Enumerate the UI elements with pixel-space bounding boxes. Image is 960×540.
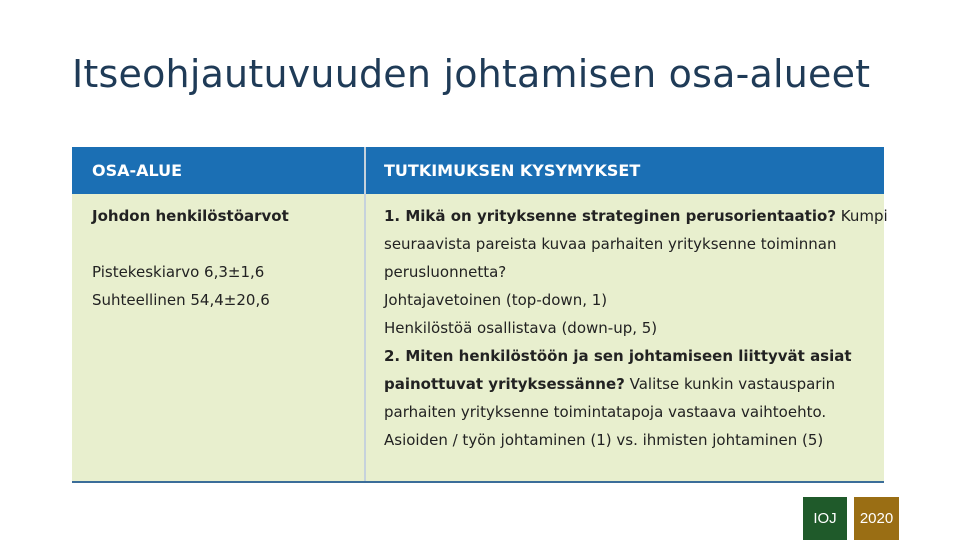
question-2-line-1: 2. Miten henkilöstöön ja sen johtamiseen liittyvät asiat [384,347,852,365]
question-1-tail: Kumpi [836,207,888,225]
question-1-option-1: Johtajavetoinen (top-down, 1) [384,291,608,309]
research-table [72,147,888,483]
question-1-line-1 [384,202,888,230]
question-1-line-2: seuraavista pareista kuvaa parhaiten yrityksenne toiminnan [384,235,837,253]
spacer [92,230,357,258]
question-2-lead: painottuvat yrityksessänne? [384,375,625,393]
question-1-lead: 1. Mikä on yrityksenne strateginen perusorientaatio? [384,207,836,225]
slide-title: Itseohjautuvuuden johtamisen osa-alueet [72,52,871,96]
header-area: OSA-ALUE [72,147,364,194]
question-2-line-4: Asioiden / työn johtaminen (1) vs. ihmisten johtaminen (5) [384,431,824,449]
question-2-tail: Valitse kunkin vastausparin [624,375,836,393]
org-badge: IOJ [803,497,847,540]
area-relative: Suhteellinen 54,4±20,6 [92,291,270,309]
area-cell [92,202,357,314]
question-1-option-2: Henkilöstöä osallistava (down-up, 5) [384,319,658,337]
question-1-line-3: perusluonnetta? [384,263,507,281]
question-2-line-2 [384,370,874,398]
area-title: Johdon henkilöstöarvot [92,207,289,225]
question-2-line-3: parhaiten yrityksenne toimintatapoja vastaava vaihtoehto. [384,403,827,421]
year-badge: 2020 [854,497,899,540]
header-questions: TUTKIMUKSEN KYSYMYKSET [366,147,884,194]
column-divider [364,147,366,481]
questions-cell [384,202,888,454]
area-mean: Pistekeskiarvo 6,3±1,6 [92,263,265,281]
